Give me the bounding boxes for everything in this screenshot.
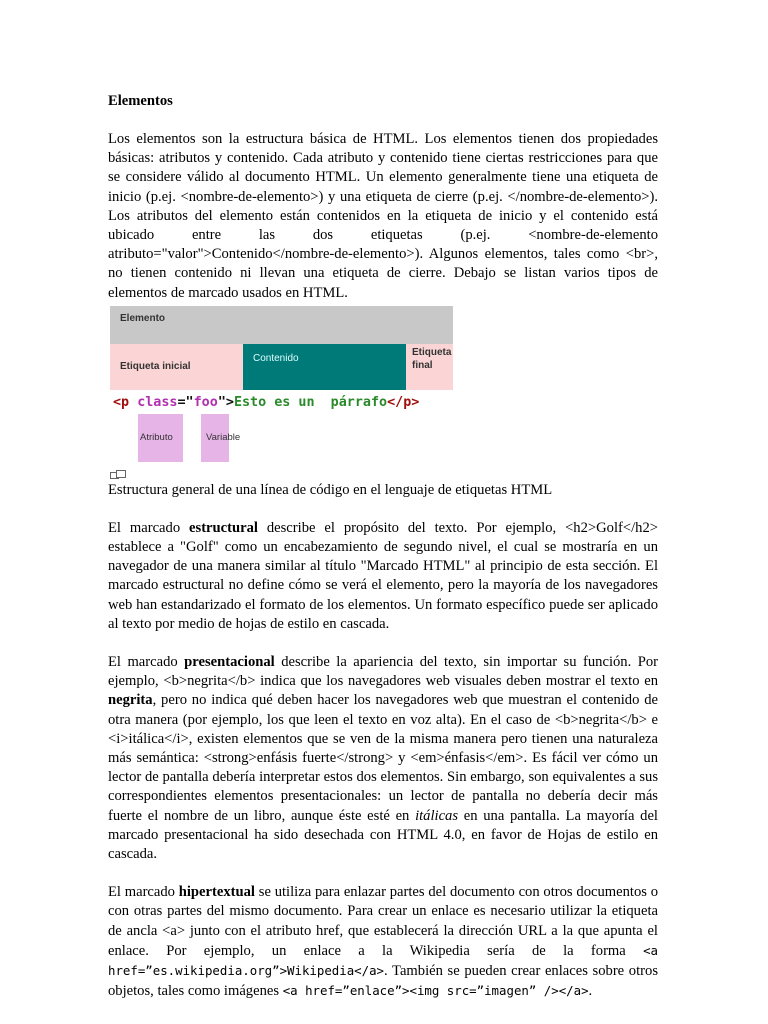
p4-text-g: . xyxy=(588,983,593,1000)
diagram-label-etiqueta-final-line1: Etiqueta xyxy=(412,346,452,358)
diagram-label-contenido: Contenido xyxy=(253,352,299,364)
diagram-label-etiqueta-final-line2: final xyxy=(412,359,433,371)
code-end-tag: </p> xyxy=(387,394,420,410)
code-close-quote: "> xyxy=(217,394,234,410)
diagram-label-atributo: Atributo xyxy=(140,431,173,443)
p4-text-c: se utiliza para enlazar partes del documento con otros documentos o con otras partes del mismo documento. Para crear un enlace es necesario utilizar la etiqueta de ancla <a> junto con el atributo href, que establecerá la dirección URL a la que apunta el enlace. Por ejemplo, un enlace a la Wikipedia sería de la forma xyxy=(108,884,658,959)
diagram-label-variable: Variable xyxy=(206,431,241,443)
p3-text-e: , pero no indica qué deben hacer los navegadores web que muestran el contenido de otra manera (por ejemplo, los que leen el texto en voz alta). En el caso de <b>negrita</b> e <i>itálica</i>, existen elementos que se ven de la misma manera pero tienen una naturaleza más semántica: <strong>enfásis fuerte</strong> y <em>énfasis</em>. Es fácil ver cómo un lector de pantalla debería interpretar estos dos elementos. Sin embargo, son equivalentes a sus correspondientes elementos presentacionales: un lector de pantalla no debería decir más fuerte el nombre de un libro, aunque éste esté en xyxy=(108,692,658,824)
paragraph-estructural xyxy=(108,519,658,634)
section-heading: Elementos xyxy=(108,93,173,109)
p3-text-a: El marcado xyxy=(108,654,185,671)
html-element-diagram xyxy=(110,306,453,462)
paragraph-presentacional xyxy=(108,653,658,864)
p4-code-wikipedia-link: <a href=”es.wikipedia.org”>Wikipedia</a> xyxy=(108,942,658,979)
document-page xyxy=(108,92,658,1021)
diagram-content-band xyxy=(243,344,406,390)
p3-text-g: en una pantalla. La mayoría del marcado presentacional ha sido desechada con HTML 4.0, en favor de Hojas de estilo en cascada. xyxy=(108,807,658,863)
p4-text-e: . También se pueden crear enlaces sobre otros objetos, tales como imágenes xyxy=(108,963,658,1000)
p3-bold-presentacional: presentacional xyxy=(184,654,275,671)
code-content-text: Esto es un párrafo xyxy=(233,394,388,410)
paragraph-elementos: Los elementos son la estructura básica de HTML. Los elementos tienen dos propiedades básicas: atributos y contenido. Cada atributo y contenido tiene ciertas restricciones para que se considere válido al documento HTML. Un elemento generalmente tiene una etiqueta de inicio (p.ej. <nombre-de-elemento>) y una etiqueta de cierre (p.ej. </nombre-de-elemento>). Los atributos del elemento están contenidos en la etiqueta de inicio y el contenido está ubicado entre las dos etiquetas (p.ej. <nombre-de-elemento atributo="valor">Contenido</nombre-de-elemento>). Algunos elementos, tales como <br>, no tienen contenido ni llevan una etiqueta de cierre. Debajo se listan varios tipos de elementos de marcado usados en HTML. xyxy=(108,131,658,301)
p2-text-a: El marcado xyxy=(108,519,190,536)
p2-text-c: describe el propósito del texto. Por ejemplo, <h2>Golf</h2> establece a "Golf" como un encabezamiento de segundo nivel, el cual se mostraría en un navegador de una manera similar al título "Marcado HTML" al principio de esta sección. El marcado estructural no define cómo se verá el elemento, pero la mayoría de los navegadores web han estandarizado el formato de los elementos. Un formato específico puede ser aplicado al texto por medio de hojas de estilo en cascada. xyxy=(108,519,658,632)
code-attribute: class xyxy=(137,394,178,410)
code-equals-quote: =" xyxy=(177,394,194,410)
code-value: foo xyxy=(193,394,218,410)
diagram-code-line xyxy=(113,395,419,411)
p4-code-image-link: <a href=”enlace”><img src=”imagen” /></a> xyxy=(282,983,589,999)
diagram-label-etiqueta-inicial: Etiqueta inicial xyxy=(120,360,191,372)
code-open-tag: <p xyxy=(113,394,138,410)
diagram-label-elemento: Elemento xyxy=(120,312,166,324)
diagram-element-band xyxy=(110,306,453,344)
diagram-label-etiqueta-final xyxy=(412,346,451,372)
p3-italic-italicas: itálicas xyxy=(415,807,459,824)
p4-bold-hipertextual: hipertextual xyxy=(178,884,255,901)
enlarge-image-icon[interactable] xyxy=(110,470,126,481)
p2-bold-estructural: estructural xyxy=(189,519,258,536)
paragraph-hipertextual xyxy=(108,883,658,1001)
p3-text-c: describe la apariencia del texto, sin importar su función. Por ejemplo, <b>negrita</b> indica que los navegadores web visuales deben mostrar el texto en xyxy=(108,654,658,690)
p3-bold-negrita: negrita xyxy=(108,692,153,709)
diagram-caption: Estructura general de una línea de código en el lenguaje de etiquetas HTML xyxy=(108,481,553,498)
p4-text-a: El marcado xyxy=(108,884,179,901)
